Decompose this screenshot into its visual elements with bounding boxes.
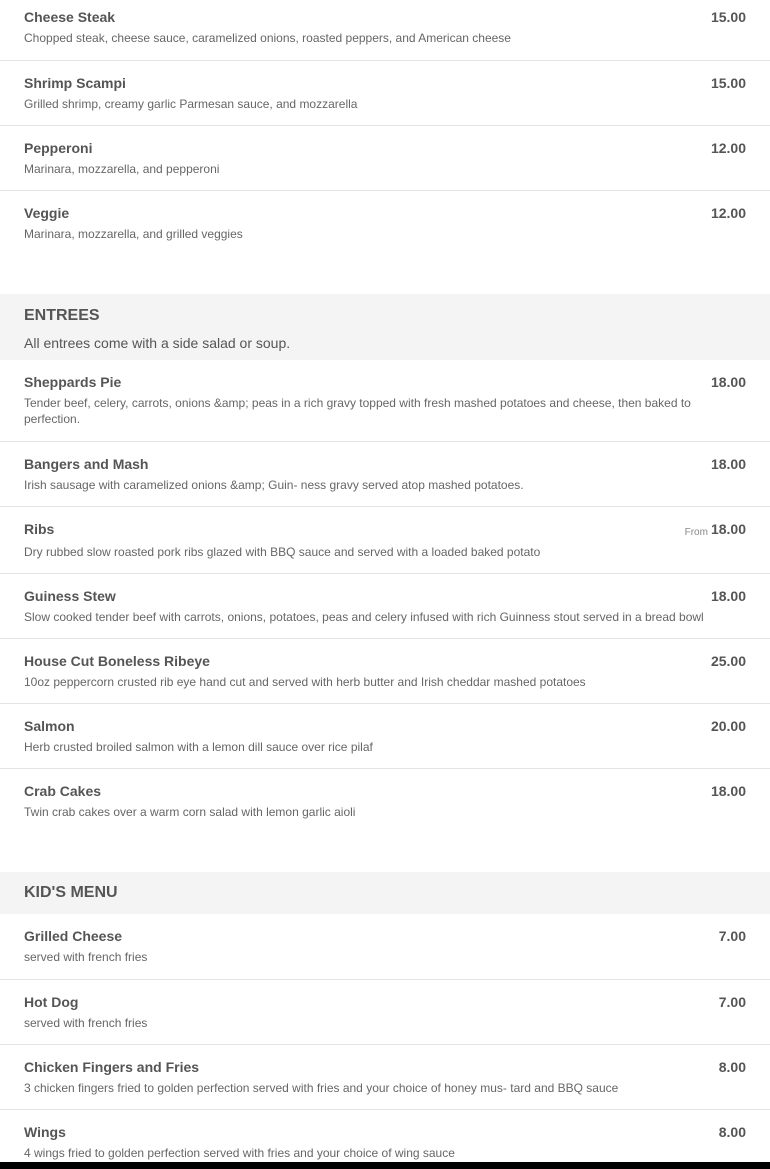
item-name: Grilled Cheese xyxy=(24,928,123,944)
item-name: Cheese Steak xyxy=(24,9,116,25)
item-price: 18.00 xyxy=(710,588,746,604)
item-price: 15.00 xyxy=(710,75,746,91)
menu-item[interactable] xyxy=(0,126,770,191)
item-price xyxy=(685,522,746,540)
item-name: House Cut Boneless Ribeye xyxy=(24,653,210,669)
menu-item[interactable] xyxy=(0,442,770,507)
menu-item[interactable] xyxy=(0,1110,770,1163)
item-name: Guiness Stew xyxy=(24,588,116,604)
menu-item[interactable] xyxy=(0,360,770,442)
item-price: 15.00 xyxy=(710,9,746,25)
item-description: Slow cooked tender beef with carrots, onions, potatoes, peas and celery infused with rich Guinness stout served in a bread bowl xyxy=(24,610,704,624)
item-name: Sheppards Pie xyxy=(24,374,122,390)
item-description: served with french fries xyxy=(24,1016,148,1030)
item-description: Chopped steak, cheese sauce, caramelized onions, roasted peppers, and American cheese xyxy=(24,31,511,45)
section-title: KID'S MENU xyxy=(24,884,118,901)
item-description: Grilled shrimp, creamy garlic Parmesan sauce, and mozzarella xyxy=(24,97,358,111)
item-name: Veggie xyxy=(24,205,70,221)
item-price: 8.00 xyxy=(718,1059,746,1075)
item-price: 18.00 xyxy=(710,456,746,472)
item-description: Tender beef, celery, carrots, onions &amp; peas in a rich gravy topped with fresh mashed potatoes and cheese, then baked to perfection. xyxy=(24,396,691,426)
item-price: 20.00 xyxy=(710,718,746,734)
item-name: Bangers and Mash xyxy=(24,456,149,472)
item-price: 25.00 xyxy=(710,653,746,669)
item-name: Chicken Fingers and Fries xyxy=(24,1059,200,1075)
item-description: 10oz peppercorn crusted rib eye hand cut and served with herb butter and Irish cheddar mashed potatoes xyxy=(24,675,586,689)
price-value: 18.00 xyxy=(710,521,746,537)
item-price: 7.00 xyxy=(718,928,746,944)
entrees-list xyxy=(0,360,770,834)
price-prefix: From xyxy=(684,527,708,538)
menu-item[interactable] xyxy=(0,769,770,834)
item-description: Marinara, mozzarella, and pepperoni xyxy=(24,162,220,176)
item-description: served with french fries xyxy=(24,950,148,964)
item-price: 12.00 xyxy=(710,205,746,221)
menu-item[interactable] xyxy=(0,0,770,61)
kids-list xyxy=(0,914,770,1163)
item-price: 12.00 xyxy=(710,140,746,156)
menu-item[interactable] xyxy=(0,639,770,704)
menu-item[interactable] xyxy=(0,980,770,1045)
menu-item[interactable] xyxy=(0,914,770,980)
item-description: Irish sausage with caramelized onions &amp; Guin- ness gravy served atop mashed potatoes. xyxy=(24,478,524,492)
item-price: 7.00 xyxy=(718,994,746,1010)
item-price: 8.00 xyxy=(718,1124,746,1140)
item-description: Dry rubbed slow roasted pork ribs glazed with BBQ sauce and served with a loaded baked potato xyxy=(24,545,541,559)
item-description: 3 chicken fingers fried to golden perfection served with fries and your choice of honey mus- tard and BBQ sauce xyxy=(24,1081,619,1095)
item-description: 4 wings fried to golden perfection served with fries and your choice of wing sauce xyxy=(24,1146,455,1160)
item-name: Salmon xyxy=(24,718,75,734)
section-title: ENTREES xyxy=(24,307,100,324)
menu-item[interactable] xyxy=(0,191,770,256)
item-name: Hot Dog xyxy=(24,994,79,1010)
menu-item[interactable] xyxy=(0,704,770,769)
menu-item[interactable] xyxy=(0,61,770,126)
item-name: Crab Cakes xyxy=(24,783,102,799)
menu-item[interactable] xyxy=(0,1045,770,1110)
item-name: Shrimp Scampi xyxy=(24,75,126,91)
kids-section-header xyxy=(0,872,770,914)
entrees-section-header xyxy=(0,294,770,360)
section-note: All entrees come with a side salad or soup. xyxy=(24,335,291,351)
item-price: 18.00 xyxy=(710,374,746,390)
item-description: Herb crusted broiled salmon with a lemon dill sauce over rice pilaf xyxy=(24,740,373,754)
menu-item[interactable] xyxy=(0,507,770,574)
item-name: Ribs xyxy=(24,521,55,537)
bottom-edge-bar xyxy=(0,1162,770,1169)
menu-item[interactable] xyxy=(0,574,770,639)
item-name: Wings xyxy=(24,1124,66,1140)
top-items-list xyxy=(0,0,770,256)
item-description: Twin crab cakes over a warm corn salad with lemon garlic aioli xyxy=(24,805,356,819)
item-price: 18.00 xyxy=(710,783,746,799)
item-description: Marinara, mozzarella, and grilled veggies xyxy=(24,227,243,241)
item-name: Pepperoni xyxy=(24,140,93,156)
